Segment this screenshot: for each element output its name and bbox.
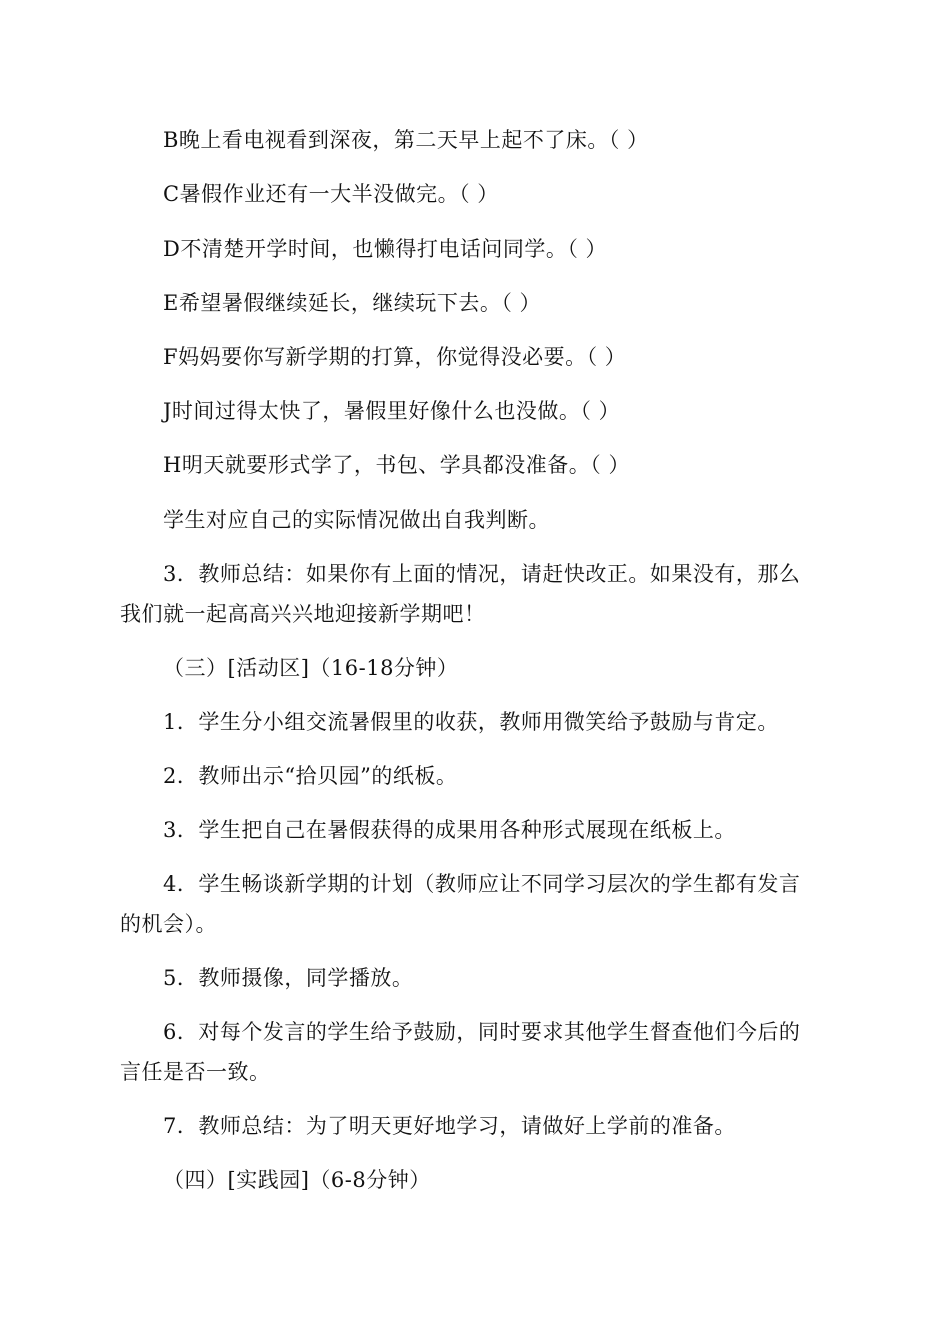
activity-step-4-line-2: 的机会）。 xyxy=(120,912,217,936)
question-item-c: C暑假作业还有一大半没做完。（ ） xyxy=(163,182,499,206)
question-item-b: B晚上看电视看到深夜，第二天早上起不了床。（ ） xyxy=(163,128,649,152)
activity-step-5: 5．教师摄像，同学播放。 xyxy=(163,966,414,990)
activity-step-7: 7．教师总结：为了明天更好地学习，请做好上学前的准备。 xyxy=(163,1114,736,1138)
question-item-f: F妈妈要你写新学期的打算，你觉得没必要。（ ） xyxy=(163,345,627,369)
question-item-d: D不清楚开学时间，也懒得打电话问同学。（ ） xyxy=(163,237,608,261)
question-item-j: J时间过得太快了，暑假里好像什么也没做。（ ） xyxy=(163,399,621,423)
section-heading-practice: （四）[实践园]（6-8分钟） xyxy=(163,1168,431,1192)
activity-step-3: 3．学生把自己在暑假获得的成果用各种形式展现在纸板上。 xyxy=(163,818,736,842)
question-item-h: H明天就要形式学了，书包、学具都没准备。（ ） xyxy=(163,453,630,477)
activity-step-4-line-1: 4．学生畅谈新学期的计划（教师应让不同学习层次的学生都有发言 xyxy=(163,872,801,896)
activity-step-6-line-1: 6．对每个发言的学生给予鼓励，同时要求其他学生督查他们今后的 xyxy=(163,1020,801,1044)
teacher-summary-line-1: 3．教师总结：如果你有上面的情况，请赶快改正。如果没有，那么 xyxy=(163,562,801,586)
teacher-summary-line-2: 我们就一起高高兴兴地迎接新学期吧！ xyxy=(120,602,486,626)
question-item-e: E希望暑假继续延长，继续玩下去。（ ） xyxy=(163,291,542,315)
activity-step-6-line-2: 言任是否一致。 xyxy=(120,1060,271,1084)
activity-step-1: 1．学生分小组交流暑假里的收获，教师用微笑给予鼓励与肯定。 xyxy=(163,710,779,734)
activity-step-2: 2．教师出示“拾贝园”的纸板。 xyxy=(163,764,458,788)
section-heading-activity: （三）[活动区]（16-18分钟） xyxy=(163,656,459,680)
self-judgment-paragraph: 学生对应自己的实际情况做出自我判断。 xyxy=(163,508,550,532)
